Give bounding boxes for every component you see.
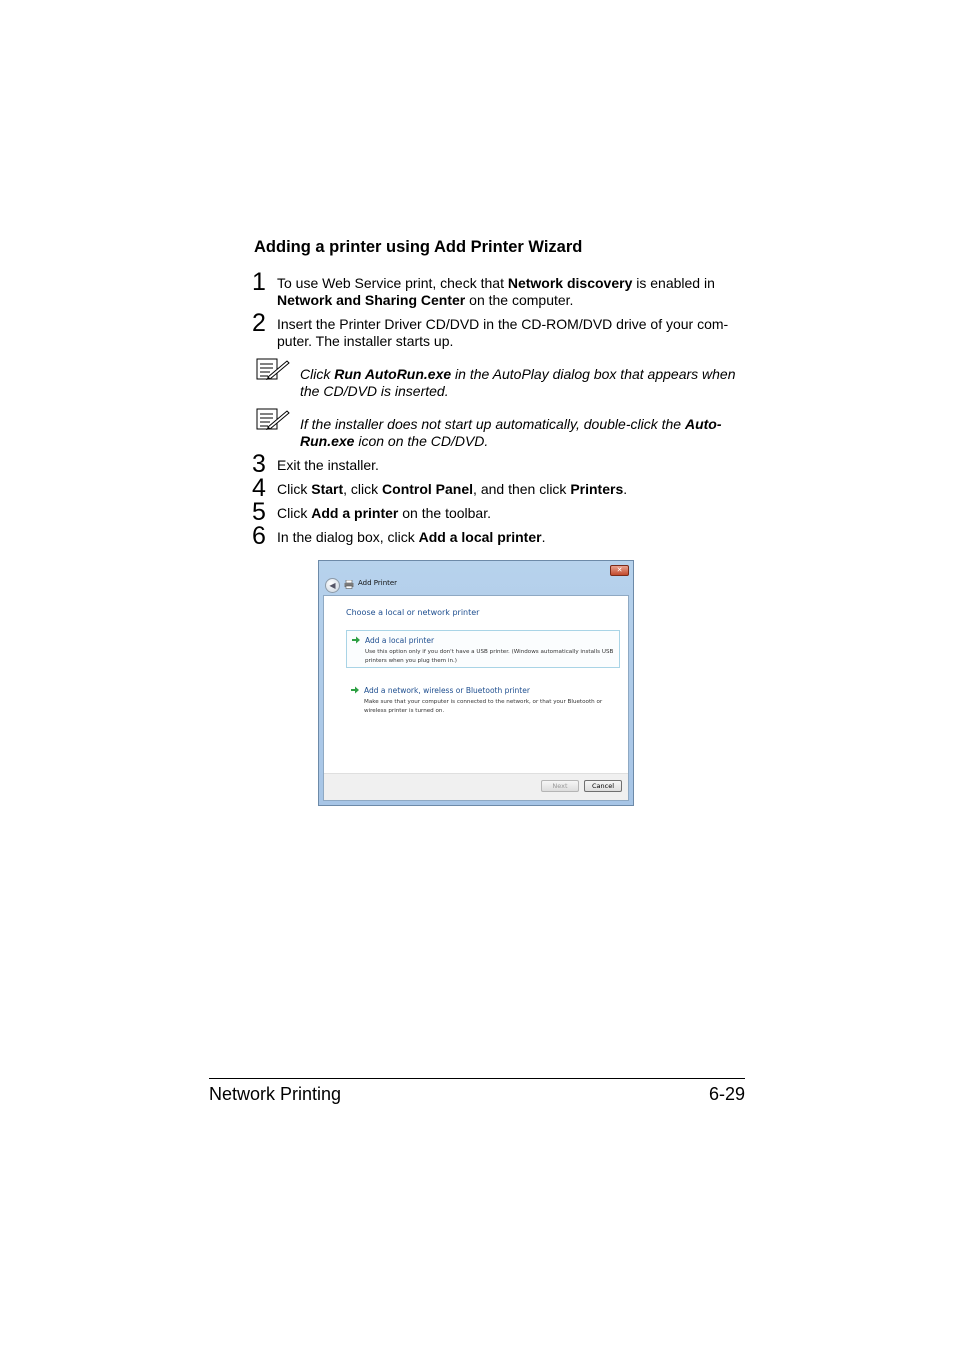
green-arrow-icon (352, 636, 360, 644)
option-title: Add a network, wireless or Bluetooth printer (364, 686, 530, 695)
next-button[interactable]: Next (541, 780, 579, 792)
close-icon[interactable]: ✕ (610, 565, 629, 576)
step-number: 5 (252, 498, 266, 526)
option-add-local-printer[interactable] (346, 630, 620, 668)
back-arrow-icon[interactable]: ◀ (325, 578, 340, 593)
option-add-network-printer[interactable] (346, 681, 620, 719)
dialog-button-bar (324, 773, 628, 800)
step-text: In the dialog box, click Add a local printer. (277, 529, 546, 545)
step-number: 6 (252, 522, 266, 550)
step-number: 4 (252, 474, 266, 502)
green-arrow-icon (351, 686, 359, 694)
step-text: Exit the installer. (277, 457, 379, 473)
dialog-prompt: Choose a local or network printer (346, 608, 480, 617)
dialog-body (323, 595, 629, 801)
note-pencil-icon (256, 358, 290, 382)
option-title: Add a local printer (365, 636, 435, 645)
option-description: Make sure that your computer is connected to the network, or that your Bluetooth or wireless printer is turned on. (364, 699, 603, 714)
step-text: Insert the Printer Driver CD/DVD in the CD-ROM/DVD drive of your com-puter. The installer starts up. (277, 316, 729, 349)
step-text: To use Web Service print, check that Network discovery is enabled in Network and Sharing Center on the computer. (277, 275, 715, 308)
step-text: Click Start, click Control Panel, and then click Printers. (277, 481, 628, 497)
footer-divider (209, 1078, 745, 1079)
section-heading: Adding a printer using Add Printer Wizard (254, 238, 583, 256)
step-number: 1 (252, 268, 266, 296)
cancel-button[interactable]: Cancel (584, 780, 622, 792)
option-description: Use this option only if you don't have a USB printer. (Windows automatically installs USB printers when you plug them in.) (365, 649, 614, 664)
step-number: 3 (252, 450, 266, 478)
dialog-title: Add Printer (358, 579, 398, 587)
note-text: If the installer does not start up automatically, double-click the Auto-Run.exe icon on the CD/DVD. (300, 416, 722, 449)
printer-icon (344, 580, 354, 589)
note-text: Click Run AutoRun.exe in the AutoPlay dialog box that appears when the CD/DVD is inserted. (300, 366, 736, 399)
footer-section-title: Network Printing (209, 1084, 342, 1104)
add-printer-dialog-screenshot (318, 560, 634, 806)
page-number: 6-29 (708, 1084, 745, 1104)
note-pencil-icon (256, 408, 290, 432)
step-number: 2 (252, 309, 266, 337)
step-text: Click Add a printer on the toolbar. (277, 505, 491, 521)
